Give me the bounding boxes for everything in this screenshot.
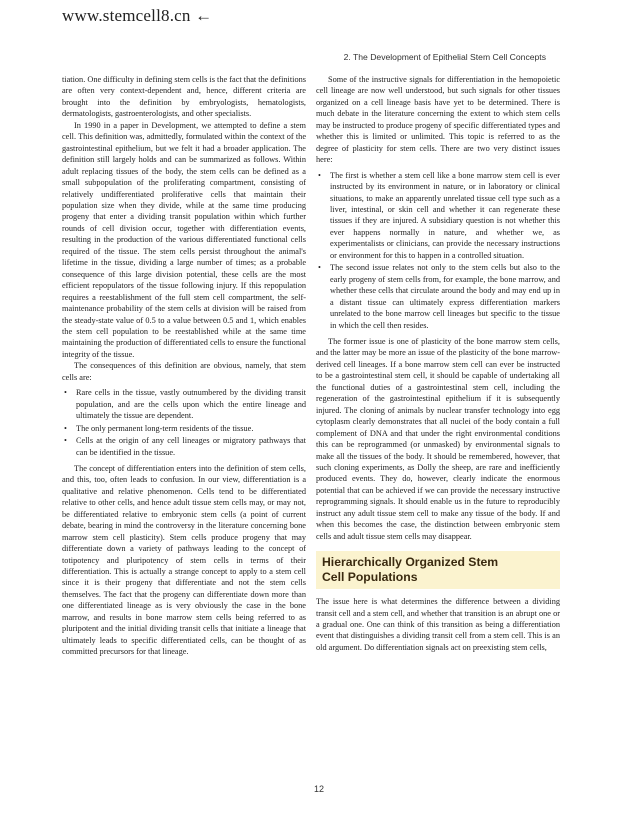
right-paragraph-3: The issue here is what determines the difference between a dividing transit cell and a stem cell, and whether that transition is an abrupt one or a gradual one. One can think of this transition as being a differentiation event that distinguishes a dividing transit cell from a stem cell. This is an old argument. Do differentiation signals act on preexisting stem cells, — [316, 597, 560, 652]
right-column — [316, 74, 560, 653]
section-heading — [316, 551, 560, 589]
list-item: • The only permanent long-term residents of the tissue. — [76, 423, 306, 434]
left-paragraph-4: The concept of differentiation enters into the definition of stem cells, and this, too, often leads to confusion. In our view, differentiation is a qualitative and relative phenomenon. Cells tend to be differentiated relative to other cells, and hence adult tissue stem cells may, or may not, be differentiated relative to embryonic stem cells (a point of current debate, bearing in mind the controversy in the literature concerning bone marrow stem cell plasticity). Stem cells produce progeny that may differentiate down a variety of pathways leading to the concept of totipotency and pluripotency of stem cells in terms of their differentiation. This is actually a strange concept to apply to a stem cell since it is their progeny that differentiate and not the stem cells themselves. The fact that the progeny can differentiate down more than one differentiated lineage as is very obviously the case in the bone marrow, and results in bone marrow stem cells being referred to as pluripotent and the initial dividing transit cells that initiate a lineage that ultimately leads to specific differentiated cells, can be thought of as committed precursors for that lineage. — [62, 463, 306, 657]
stem-cell-properties-list — [62, 387, 306, 458]
left-paragraph-2: In 1990 in a paper in Development, we attempted to define a stem cell. This definition was, admittedly, formulated within the context of the gastrointestinal epithelium, but we felt it had a broader application. The definition still largely holds and can be summarized as follows. Within adult replacing tissues of the body, the stem cells can be defined as a small subpopulation of the proliferating compartment, consisting of relatively undifferentiated proliferative cells that maintain their population size when they divide, while at the same time producing progeny that enter a dividing transit population within which further rounds of cell division occur, together with differentiation events, resulting in the production of the various differentiated functional cells required of the tissue. The stem cells persist throughout the animal's lifetime in the tissue, dividing a large number of times; as a probable consequence of this large division potential, these cells are the most efficient repopulators of the tissue following injury. If this repopulation requires a reestablishment of the full stem cell compartment, the self-maintenance probability of the stem cells at division will be raised from the steady-state value of 0.5 to a value between 0.5 and 1, which enables the stem cell population to be reestablished while at the same time maintaining the production of differentiated cells to ensure the functional integrity of the tissue. — [62, 120, 306, 359]
watermark-url[interactable]: www.stemcell8.cn ← — [62, 6, 213, 25]
list-item: • Cells at the origin of any cell lineages or migratory pathways that can be identified in the tissue. — [76, 435, 306, 458]
section-heading-line-2: Cell Populations — [322, 569, 418, 584]
left-paragraph-1: tiation. One difficulty in defining stem cells is the fact that the definitions are often very context-dependent and, hence, different criteria are brought into the definition by embryologists, hematologists, dermatologists, gastroenterologists, and other specialists. — [62, 75, 306, 119]
left-paragraph-3: The consequences of this definition are obvious, namely, that stem cells are: — [62, 361, 306, 382]
right-paragraph-1: Some of the instructive signals for differentiation in the hemopoietic cell lineage are now well understood, but such signals for other tissues organized on a cell lineage basis have yet to be determined. There is much debate in the literature concerning the extent to which stem cells may be instructed to produce progeny of specific differentiated types and whether this is limited or unlimited. This topic is referred to as the degree of plasticity for stem cells. There are two very distinct issues here: — [316, 75, 560, 165]
right-paragraph-2: The former issue is one of plasticity of the bone marrow stem cells, and the latter may be more an issue of the plasticity of the bone marrow-derived cell lineages. If a bone marrow stem cell can ever be instructed to be a gastrointestinal stem cell, it should be capable of undertaking all the functional duties of a gastrointestinal stem cell, including the regeneration of the gastrointestinal epithelium if it is subsequently injured. The cloning of animals by nuclear transfer technology into egg cytoplasm clearly demonstrates that all nuclei of the body contain a full complement of DNA and that under the right environmental conditions this can be reprogrammed (or unmasked) by environmental signals to make all the tissues of the body. It should be remembered, however, that such cloning experiments, as Dolly the sheep, are rare and inefficiently produced events. They do, however, clearly indicate the enormous potential that can be achieved if we can provide the necessary instructive reprogramming signals. It should enable us in the future to reproducibly instruct any adult tissue stem cell to make any tissue of the body. If and when this becomes the case, the distinction between embryonic stem cells and adult tissue stem cells may disappear. — [316, 336, 560, 541]
plasticity-issues-list — [316, 170, 560, 331]
running-head: 2. The Development of Epithelial Stem Cell Concepts — [343, 52, 546, 62]
list-item: • Rare cells in the tissue, vastly outnumbered by the dividing transit population, and are the cells upon which the entire lineage and ultimately the tissue are dependent. — [76, 387, 306, 421]
section-heading-line-1: Hierarchically Organized Stem — [322, 555, 499, 570]
list-item: • The second issue relates not only to the stem cells but also to the early progeny of stem cells from, for example, the bone marrow, and whether these cells that circulate around the body and may end up in a distant tissue can ultimately express differentiation markers unrelated to the bone marrow cell lineages but specific to the tissue in which the cell then resides. — [330, 262, 560, 331]
list-item: • The first is whether a stem cell like a bone marrow stem cell is ever instructed by its environment in nature, or in laboratory or clinical situations, to make an apparently unrelated tissue cell type such as a liver, intestinal, or skin cell and whether it can regenerate these tissues if they are injured. A subsidiary question is not whether this ever happens normally in nature, and whether we, as experimentalists or clinicians, can provide the necessary instructions or environment for this to happen in a controlled situation. — [330, 170, 560, 262]
left-column — [62, 74, 306, 658]
page-number: 12 — [313, 784, 324, 794]
